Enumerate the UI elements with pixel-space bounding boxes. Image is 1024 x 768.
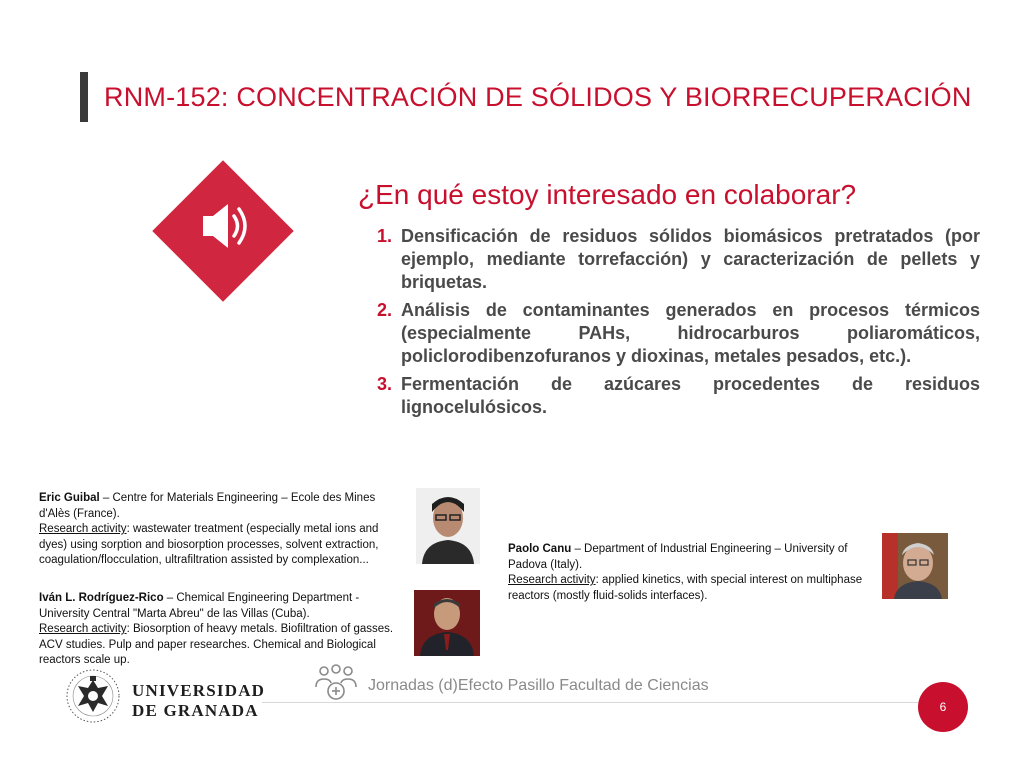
- list-number: 2.: [377, 300, 393, 320]
- list-number: 3.: [377, 374, 393, 394]
- footer-event-name: Jornadas (d)Efecto Pasillo Facultad de Ciencias: [368, 677, 709, 694]
- collaboration-list: [374, 225, 980, 424]
- university-name: [132, 681, 265, 721]
- people-group-icon: [312, 663, 360, 703]
- title-accent-bar: [80, 72, 88, 122]
- research-activity-text: : Biosorption of heavy metals. Biofiltration of gasses. ACV studies. Pulp and paper researches. Chemical and Biological reactors scale up.: [39, 623, 394, 666]
- collaborator-name: Paolo Canu: [508, 543, 572, 555]
- footer-divider: [262, 702, 918, 703]
- section-question: ¿En qué estoy interesado en colaborar?: [358, 179, 857, 210]
- audio-diamond[interactable]: [138, 146, 308, 316]
- university-crest-icon: [64, 666, 122, 726]
- collaborator-name: Eric Guibal: [39, 492, 100, 504]
- research-activity-label: Research activity: [508, 574, 596, 586]
- collaborator-photo-guibal: [416, 488, 480, 564]
- research-activity-text: : wastewater treatment (especially metal ions and dyes) using sorption and biosorption processes, solvent extraction, coagulation/flocculation, ultrafiltration assisted by complexation...: [39, 523, 379, 566]
- list-item-text: Fermentación de azúcares procedentes de residuos lignocelulósicos.: [401, 374, 980, 417]
- list-number: 1.: [377, 226, 393, 246]
- slide-title: RNM-152: CONCENTRACIÓN DE SÓLIDOS Y BIORRECUPERACIÓN: [104, 82, 972, 112]
- collaborator-affiliation: – Centre for Materials Engineering – Ecole des Mines d'Alès (France).: [39, 492, 376, 520]
- collaborator-name: Iván L. Rodríguez-Rico: [39, 592, 164, 604]
- list-item-text: Análisis de contaminantes generados en procesos térmicos (especialmente PAHs, hidrocarburos poliaromáticos, policlorodibenzofuranos y dioxinas, metales pesados, etc.).: [401, 300, 980, 366]
- list-item: [374, 373, 980, 419]
- university-name-line1: UNIVERSIDAD: [132, 681, 266, 700]
- collaborator-affiliation: – Chemical Engineering Department - University Central "Marta Abreu" de las Villas (Cuba).: [39, 592, 360, 620]
- collaborator-paolo-canu: [508, 542, 873, 604]
- list-item-text: Densificación de residuos sólidos biomásicos pretratados (por ejemplo, mediante torrefacción) y caracterización de pellets y briquetas.: [401, 226, 980, 292]
- list-item: [374, 299, 980, 368]
- research-activity-label: Research activity: [39, 523, 127, 535]
- page-number: 6: [918, 682, 968, 732]
- collaborator-eric-guibal: [39, 491, 399, 569]
- collaborator-affiliation: – Department of Industrial Engineering – University of Padova (Italy).: [508, 543, 848, 571]
- research-activity-label: Research activity: [39, 623, 127, 635]
- collaborator-photo-canu: [882, 533, 948, 599]
- collaborator-ivan-rodriguez-rico: [39, 591, 404, 669]
- research-activity-text: : applied kinetics, with special interest on multiphase reactors (mostly fluid-solids interfaces).: [508, 574, 863, 602]
- university-name-line2: DE GRANADA: [132, 701, 259, 720]
- collaborator-photo-rodriguez-rico: [414, 590, 480, 656]
- list-item: [374, 225, 980, 294]
